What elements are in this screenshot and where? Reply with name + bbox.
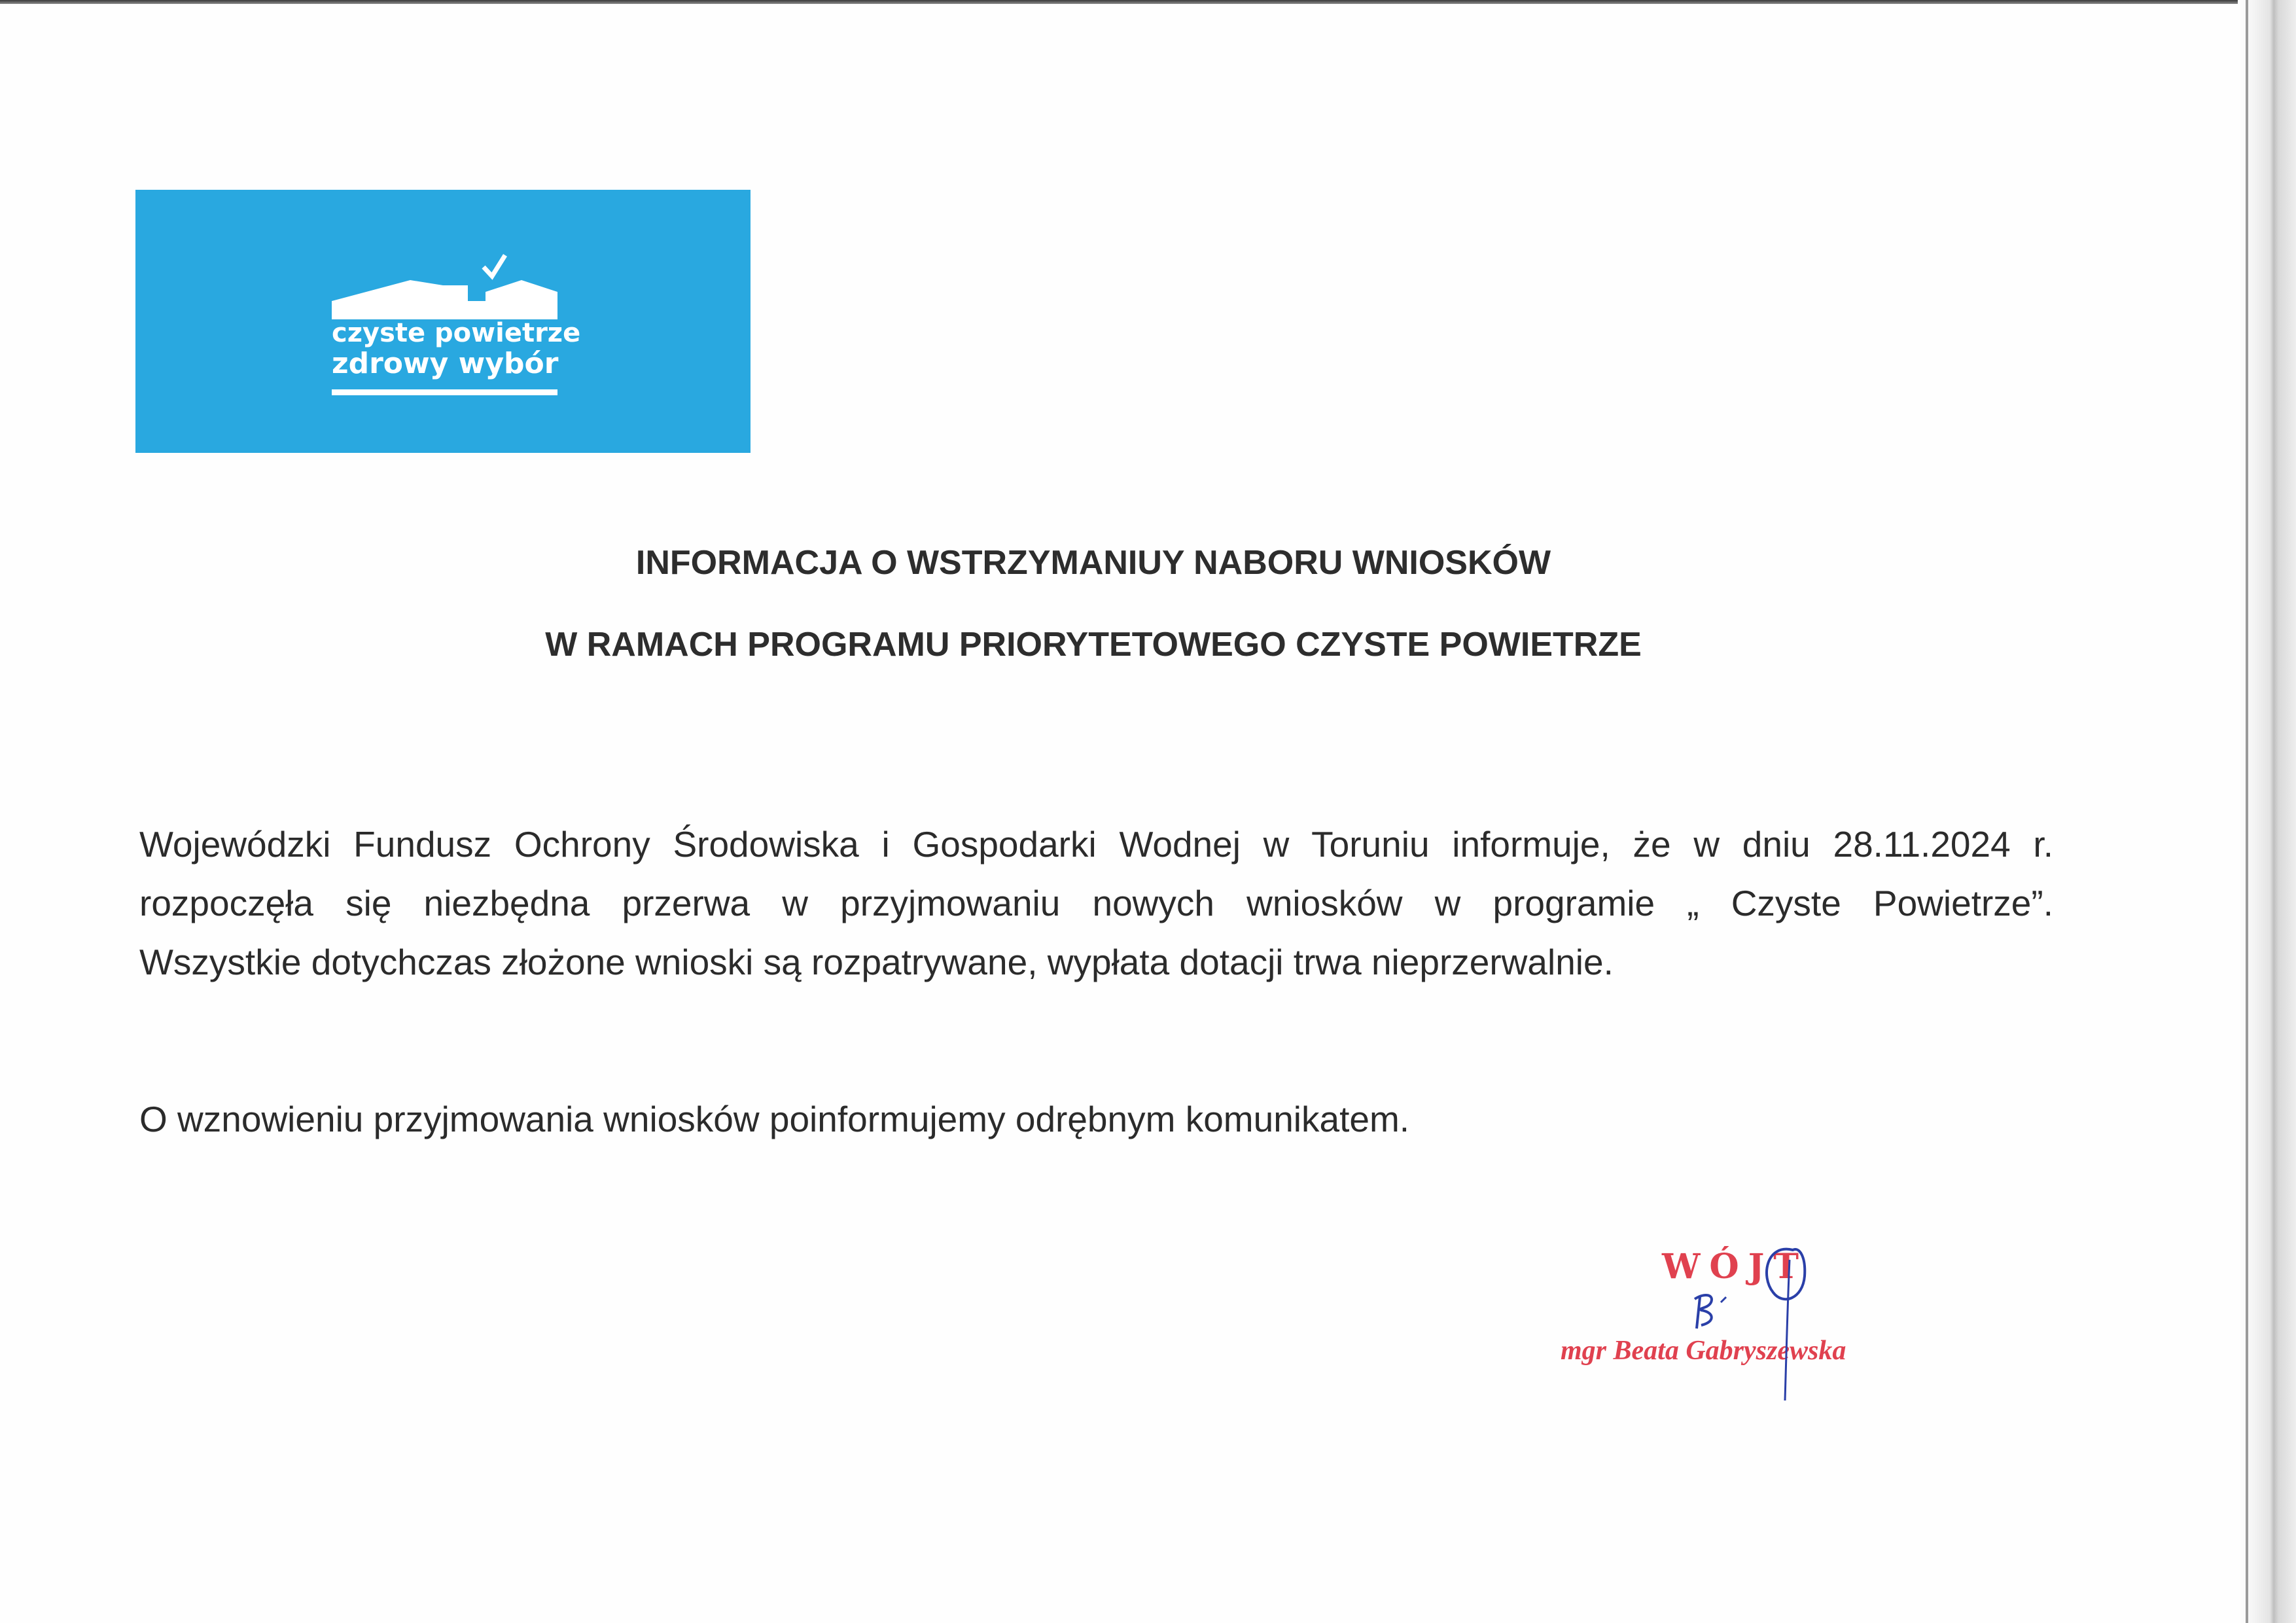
heading-line2: W RAMACH PROGRAMU PRIORYTETOWEGO CZYSTE POWIETRZE — [545, 626, 1642, 664]
logo-text-line2: zdrowy wybór — [332, 347, 559, 380]
scan-top-edge — [0, 0, 2296, 4]
logo-text-line1: czyste powietrze — [332, 318, 581, 348]
czyste-powietrze-logo — [135, 190, 751, 453]
logo-underline — [332, 389, 557, 395]
paragraph-line: rozpoczęła się niezbędna przerwa w przyjmowaniu nowych wniosków w programie „ Czyste Powietrze”. — [139, 883, 2053, 923]
scan-right-line — [2246, 0, 2248, 1623]
paragraph-line: Wojewódzki Fundusz Ochrony Środowiska i Gospodarki Wodnej w Toruniu informuje, że w dniu 28.11.2024 r. — [139, 824, 2053, 865]
paragraph-announcement — [139, 815, 2053, 991]
stamp-name: mgr Beata Gabryszewska — [1561, 1336, 1846, 1366]
paragraph-resumption-note: O wznowieniu przyjmowania wniosków poinformujemy odrębnym komunikatem. — [139, 1099, 1410, 1139]
stamp-title: WÓJT — [1662, 1247, 1808, 1287]
handwritten-signature — [1675, 1237, 1819, 1407]
paragraph-line: Wszystkie dotychczas złożone wnioski są rozpatrywane, wypłata dotacji trwa nieprzerwalnie. — [139, 942, 1614, 982]
heading-line1: INFORMACJA O WSTRZYMANIUY NABORU WNIOSKÓW — [635, 544, 1551, 582]
